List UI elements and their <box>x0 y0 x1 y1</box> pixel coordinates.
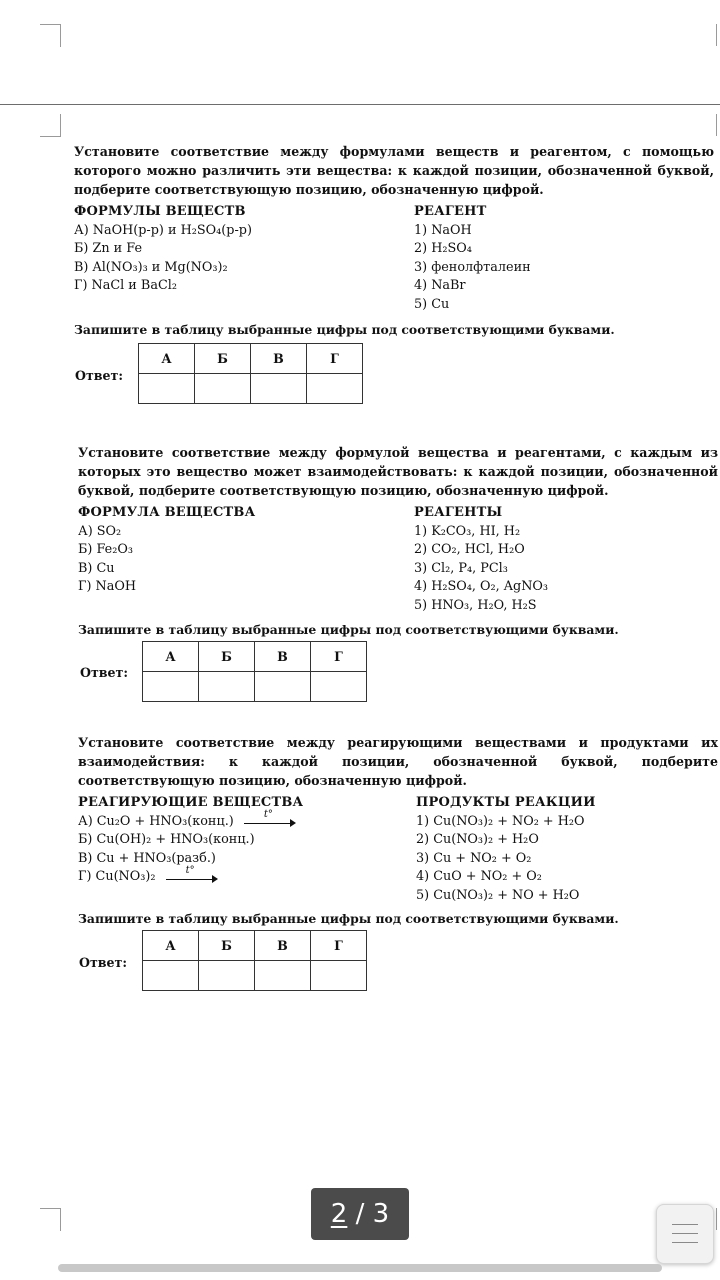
answer-cell <box>311 961 367 991</box>
task-columns <box>78 794 718 914</box>
answer-header-cell: Г <box>311 931 367 961</box>
left-column <box>78 794 303 887</box>
answer-header-cell: В <box>255 931 311 961</box>
left-item: А) SO₂ <box>78 523 122 539</box>
answer-cell <box>255 672 311 702</box>
right-column <box>414 203 531 315</box>
left-item: В) Cu + HNO₃(разб.) <box>78 850 216 866</box>
answer-table <box>138 343 363 404</box>
page-top-band <box>0 0 720 105</box>
right-item: 4) CuO + NO₂ + O₂ <box>416 869 542 885</box>
crop-mark <box>40 24 61 47</box>
left-item <box>78 864 303 887</box>
answer-table <box>142 930 367 991</box>
answer-header-cell: А <box>139 344 195 374</box>
table-instruction: Запишите в таблицу выбранные цифры под соответствующими буквами. <box>74 322 615 337</box>
table-instruction: Запишите в таблицу выбранные цифры под соответствующими буквами. <box>78 911 619 926</box>
left-item-text: А) Cu₂O + HNO₃(конц.) <box>78 813 234 829</box>
left-header: ФОРМУЛА ВЕЩЕСТВА <box>78 505 256 520</box>
crop-mark <box>40 114 61 137</box>
left-item: В) Al(NO₃)₃ и Mg(NO₃)₂ <box>74 259 228 275</box>
page-separator: / <box>347 1199 373 1229</box>
hamburger-icon <box>672 1242 698 1243</box>
right-header: РЕАГЕНТ <box>414 204 487 219</box>
left-header: РЕАГИРУЮЩИЕ ВЕЩЕСТВА <box>78 795 304 810</box>
answer-cell <box>139 374 195 404</box>
heat-arrow-icon <box>244 809 296 827</box>
task-intro: Установите соответствие между реагирующими веществами и продуктами их взаимодействия: к каждой позиции, обозначенной буквой, подберите соответствующую позицию, обозначенную цифрой. <box>78 735 718 788</box>
right-item: 5) Cu(NO₃)₂ + NO + H₂O <box>416 887 580 903</box>
answer-cell <box>143 672 199 702</box>
crop-mark <box>716 114 720 136</box>
right-item: 1) K₂CO₃, HI, H₂ <box>414 523 521 539</box>
left-column <box>78 504 255 597</box>
right-item: 3) Cu + NO₂ + O₂ <box>416 850 532 866</box>
left-item: Б) Fe₂O₃ <box>78 542 133 558</box>
task-1 <box>74 142 714 323</box>
right-header: РЕАГЕНТЫ <box>414 505 503 520</box>
left-item: Б) Zn и Fe <box>74 241 143 257</box>
page-indicator[interactable] <box>311 1188 409 1240</box>
left-header: ФОРМУЛЫ ВЕЩЕСТВ <box>74 204 246 219</box>
right-item: 3) фенолфталеин <box>414 259 531 275</box>
arrow-label: t° <box>185 864 195 876</box>
crop-mark <box>40 1208 61 1231</box>
answer-label: Ответ: <box>75 368 123 383</box>
arrow-label: t° <box>263 809 273 821</box>
table-instruction: Запишите в таблицу выбранные цифры под соответствующими буквами. <box>78 622 619 637</box>
task-intro: Установите соответствие между формулами веществ и реагентом, с помощью которого можно различить эти вещества: к каждой позиции, обозначенной буквой, подберите соответствующую позицию, обозначенную цифрой. <box>74 144 714 197</box>
right-item: 2) Cu(NO₃)₂ + H₂O <box>416 832 539 848</box>
left-item-text: Г) Cu(NO₃)₂ <box>78 869 156 885</box>
answer-cell <box>307 374 363 404</box>
total-pages: 3 <box>372 1199 390 1229</box>
right-item: 5) HNO₃, H₂O, H₂S <box>414 597 537 613</box>
crop-mark <box>716 1208 720 1230</box>
right-item: 1) Cu(NO₃)₂ + NO₂ + H₂O <box>416 813 585 829</box>
answer-header-cell: Г <box>311 642 367 672</box>
left-item: Г) NaOH <box>78 579 137 595</box>
right-column <box>416 794 596 906</box>
left-item: В) Cu <box>78 560 115 576</box>
left-item: Г) NaCl и BaCl₂ <box>74 278 177 294</box>
crop-mark <box>716 24 720 46</box>
answer-cell <box>311 672 367 702</box>
task-intro: Установите соответствие между формулой вещества и реагентами, с каждым из которых это вещество может взаимодействовать: к каждой позиции, обозначенной буквой, подберите соответствующую позицию, обозначенную цифрой. <box>78 445 718 498</box>
answer-label: Ответ: <box>79 955 127 970</box>
answer-label: Ответ: <box>80 665 128 680</box>
hamburger-icon <box>672 1224 698 1225</box>
heat-arrow-icon <box>166 864 218 883</box>
menu-button[interactable] <box>656 1204 714 1264</box>
answer-header-cell: Б <box>199 642 255 672</box>
answer-cell <box>195 374 251 404</box>
right-column <box>414 504 548 616</box>
left-item: А) NaOH(р-р) и H₂SO₄(р-р) <box>74 222 252 238</box>
left-item <box>78 809 303 832</box>
hamburger-icon <box>672 1233 698 1234</box>
answer-header-cell: В <box>255 642 311 672</box>
answer-header-cell: А <box>143 931 199 961</box>
answer-header-cell: Б <box>195 344 251 374</box>
answer-cell <box>199 961 255 991</box>
right-item: 1) NaOH <box>414 222 472 238</box>
answer-header-cell: Б <box>199 931 255 961</box>
right-item: 4) NaBr <box>414 278 466 294</box>
right-item: 4) H₂SO₄, O₂, AgNO₃ <box>414 579 549 595</box>
answer-header-cell: В <box>251 344 307 374</box>
right-item: 3) Cl₂, P₄, PCl₃ <box>414 560 508 576</box>
task-columns <box>74 203 714 323</box>
current-page: 2 <box>330 1199 348 1229</box>
left-column <box>74 203 252 296</box>
answer-header-cell: Г <box>307 344 363 374</box>
right-item: 2) CO₂, HCl, H₂O <box>414 542 525 558</box>
answer-table <box>142 641 367 702</box>
task-2 <box>78 443 718 624</box>
answer-cell <box>255 961 311 991</box>
answer-cell <box>251 374 307 404</box>
left-item: Б) Cu(OH)₂ + HNO₃(конц.) <box>78 832 255 848</box>
answer-header-cell: А <box>143 642 199 672</box>
horizontal-scrollbar[interactable] <box>58 1264 662 1272</box>
answer-cell <box>199 672 255 702</box>
answer-cell <box>143 961 199 991</box>
task-columns <box>78 504 718 624</box>
right-item: 2) H₂SO₄ <box>414 241 472 257</box>
right-item: 5) Cu <box>414 296 450 312</box>
right-header: ПРОДУКТЫ РЕАКЦИИ <box>416 795 596 810</box>
task-3 <box>78 733 718 914</box>
